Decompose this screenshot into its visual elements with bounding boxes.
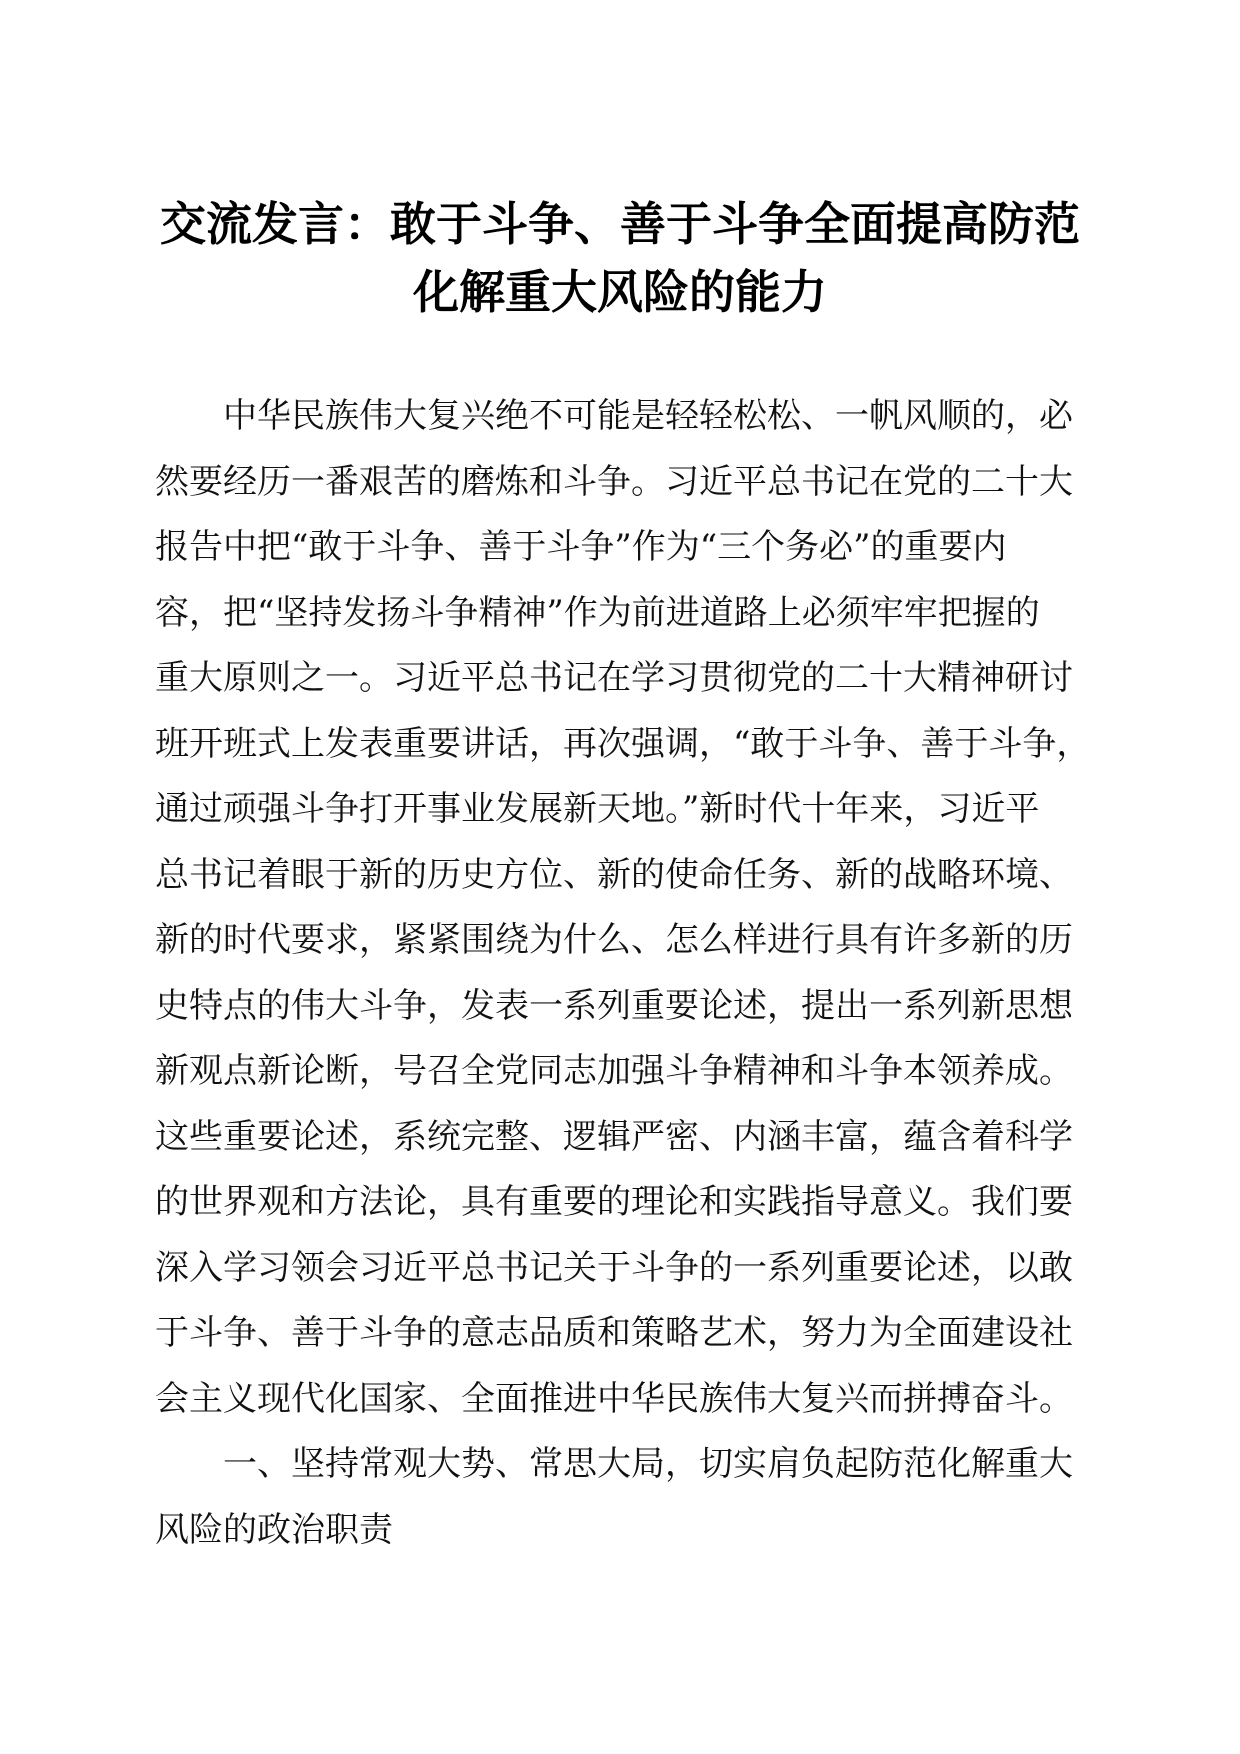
paragraph-line: 于斗争、善于斗争的意志品质和策略艺术，努力为全面建设社 (155, 1313, 1073, 1353)
paragraph-intro (155, 384, 1091, 1432)
paragraph-line: 报告中把“敢于斗争、善于斗争”作为“三个务必”的重要内 (155, 527, 1007, 567)
title-line-1: 交流发言：敢于斗争、善于斗争全面提高防范 (160, 197, 1080, 251)
paragraph-line: 重大原则之一。习近平总书记在学习贯彻党的二十大精神研讨 (155, 658, 1073, 698)
paragraph-line: 这些重要论述，系统完整、逻辑严密、内涵丰富，蕴含着科学 (155, 1116, 1073, 1157)
document-title (140, 190, 1100, 326)
paragraph-line: 会主义现代化国家、全面推进中华民族伟大复兴而拼搏奋斗。 (155, 1378, 1073, 1419)
paragraph-line: 的世界观和方法论，具有重要的理论和实践指导意义。我们要 (155, 1182, 1073, 1222)
paragraph-line: 史特点的伟大斗争，发表一系列重要论述，提出一系列新思想 (155, 985, 1073, 1026)
paragraph-line: 通过顽强斗争打开事业发展新天地。”新时代十年来，习近平 (155, 789, 1040, 829)
paragraph-line: 班开班式上发表重要讲话，再次强调，“敢于斗争、善于斗争， (155, 723, 1091, 764)
document-body (155, 384, 1091, 1563)
paragraph-line: 然要经历一番艰苦的磨炼和斗争。习近平总书记在党的二十大 (155, 461, 1073, 502)
section-heading-1 (155, 1432, 1080, 1563)
title-line-2: 化解重大风险的能力 (413, 265, 827, 319)
paragraph-line: 新观点新论断，号召全党同志加强斗争精神和斗争本领养成。 (155, 1051, 1073, 1091)
heading-line: 一、坚持常观大势、常思大局，切实肩负起防范化解重大 (223, 1444, 1073, 1484)
paragraph-line: 容，把“坚持发扬斗争精神”作为前进道路上必须牢牢把握的 (155, 592, 1040, 633)
paragraph-line: 总书记着眼于新的历史方位、新的使命任务、新的战略环境、 (155, 854, 1073, 895)
paragraph-line: 新的时代要求，紧紧围绕为什么、怎么样进行具有许多新的历 (155, 920, 1073, 960)
paragraph-line: 中华民族伟大复兴绝不可能是轻轻松松、一帆风顺的，必 (223, 396, 1073, 436)
paragraph-line: 深入学习领会习近平总书记关于斗争的一系列重要论述，以敢 (155, 1247, 1073, 1288)
heading-line: 风险的政治职责 (155, 1509, 393, 1550)
